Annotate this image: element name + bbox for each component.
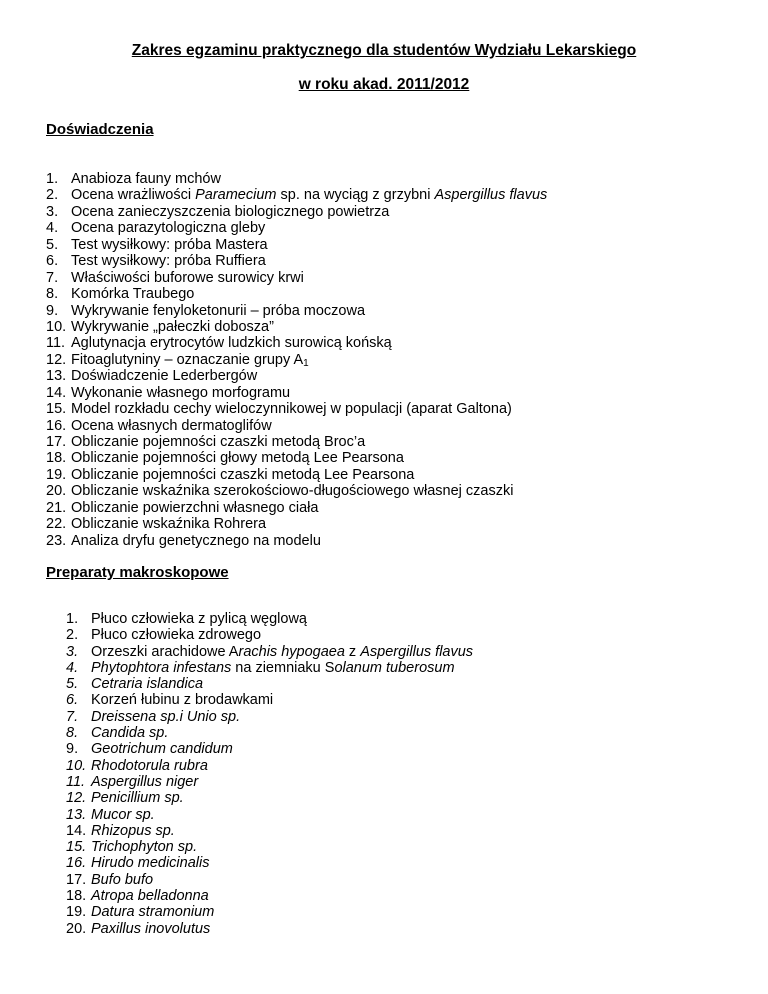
item-italic-name: Rhodotorula rubra [91,757,208,774]
item-number: 2. [66,627,79,644]
experiment-item [46,286,547,302]
item-italic-name: Atropa belladonna [91,888,209,905]
specimen-item [66,872,473,888]
item-number: 11. [46,335,66,352]
item-text: Obliczanie pojemności czaszki metodą Broc’a [71,434,366,450]
item-number: 17. [66,871,87,888]
specimen-item [66,904,473,920]
item-number: 2. [46,187,59,204]
item-text: Płuco człowieka zdrowego [91,627,262,644]
section-heading-experiments: Doświadczenia [46,121,154,138]
experiment-item [46,500,547,516]
experiment-item [46,450,547,466]
item-italic-name: Aspergillus flavus [434,187,548,204]
specimen-item [66,725,473,741]
item-text: Wykrywanie fenyloketonurii – próba moczowa [71,302,366,319]
item-italic-name: Penicillium sp. [91,790,184,807]
item-italic-name: olanum tuberosum [334,659,455,676]
item-italic-name: Dreissena sp.i Unio sp. [91,708,241,725]
specimen-item [66,888,473,904]
item-number: 14. [46,384,67,401]
item-text: Obliczanie pojemności głowy metodą Lee Pearsona [71,450,404,467]
item-italic-name: Mucor sp. [91,806,155,823]
document-title-line-1: Zakres egzaminu praktycznego dla studentów Wydziału Lekarskiego [131,42,637,59]
section-heading-macroscopic-specimens: Preparaty makroskopowe [46,564,229,581]
item-number: 16. [46,417,67,434]
specimen-item [66,790,473,806]
item-text: Komórka Traubego [71,286,195,303]
specimen-item [66,627,473,643]
specimen-item [66,758,473,774]
item-italic-name: Paxillus inovolutus [91,920,211,937]
specimen-item [66,709,473,725]
experiment-item [46,270,547,286]
specimen-item [66,741,473,757]
item-italic-name: Phytophtora infestans [91,659,232,676]
item-number: 9. [46,302,59,319]
item-italic-name: Rhizopus sp. [91,822,175,839]
experiment-item [46,220,547,236]
experiment-item [46,335,547,351]
item-text: Obliczanie wskaźnika szerokościowo-długościowego własnej czaszki [71,483,514,500]
item-number: 5. [66,676,79,693]
item-italic-name: Bufo bufo [91,871,154,888]
document-title-line-2: w roku akad. 2011/2012 [298,76,470,93]
item-number: 1. [66,611,79,627]
item-number: 11. [66,773,86,790]
experiment-item [46,467,547,483]
experiment-item [46,352,547,368]
specimen-item [66,692,473,708]
item-text: Test wysiłkowy: próba Mastera [71,236,268,253]
item-text: Korzeń łubinu z brodawkami [91,692,274,709]
experiment-item [46,187,547,203]
specimen-item [66,839,473,855]
item-number: 7. [66,708,79,725]
item-text: Aglutynacja erytrocytów ludzkich surowicą końską [71,335,392,352]
experiment-item [46,533,547,549]
experiment-item [46,237,547,253]
item-number: 23. [46,532,67,549]
specimen-item [66,644,473,660]
item-number: 3. [46,203,59,220]
specimen-item [66,807,473,823]
item-text-part: sp. na wyciąg z grzybni [276,187,435,204]
item-italic-name: rachis hypogaea [238,643,345,660]
specimen-item [66,774,473,790]
item-italic-name: Aspergillus flavus [360,643,474,660]
item-text: Test wysiłkowy: próba Ruffiera [71,253,266,270]
experiment-item [46,434,547,450]
item-number: 18. [66,888,87,905]
specimen-item [66,660,473,676]
item-text: Obliczanie powierzchni własnego ciała [71,499,319,516]
experiment-item [46,303,547,319]
experiment-item [46,253,547,269]
item-number: 13. [66,806,87,823]
item-number: 10. [46,318,67,335]
item-text: Anabioza fauny mchów [71,171,221,187]
item-number: 6. [66,692,79,709]
item-number: 6. [46,253,59,270]
item-text: Obliczanie wskaźnika Rohrera [71,516,267,533]
item-italic-name: Trichophyton sp. [91,839,198,856]
item-text: Ocena własnych dermatoglifów [71,417,272,434]
item-number: 17. [46,434,67,450]
item-text: Fitoaglutyniny – oznaczanie grupy A [71,351,304,368]
experiment-item [46,483,547,499]
item-italic-name: Candida sp. [91,725,169,742]
item-number: 13. [46,368,67,385]
experiment-item [46,516,547,532]
item-text: Wykonanie własnego morfogramu [71,384,291,401]
item-text: Doświadczenie Lederbergów [71,368,258,385]
item-italic-name: Hirudo medicinalis [91,855,210,872]
item-number: 12. [46,351,67,368]
item-text: Wykrywanie „pałeczki dobosza” [71,318,274,335]
experiment-item [46,401,547,417]
item-number: 8. [46,286,59,303]
item-text-part: z [344,643,361,660]
item-number: 8. [66,725,79,742]
item-number: 19. [66,904,87,921]
specimen-item [66,611,473,627]
item-number: 4. [46,220,59,237]
item-number: 3. [66,643,79,660]
item-text: Ocena zanieczyszczenia biologicznego powietrza [71,203,390,220]
item-italic-name: Paramecium [195,187,277,204]
item-italic-name: Cetraria islandica [91,676,204,693]
item-number: 15. [66,839,87,856]
specimen-item [66,676,473,692]
experiment-item [46,418,547,434]
item-number: 21. [46,499,67,516]
item-text-part: Orzeszki arachidowe A [91,643,239,660]
item-number: 18. [46,450,67,467]
specimen-item [66,855,473,871]
specimens-list [66,611,473,937]
item-text: Model rozkładu cechy wieloczynnikowej w populacji (aparat Galtona) [71,401,512,418]
item-number: 15. [46,401,67,418]
item-text: Ocena parazytologiczna gleby [71,220,266,237]
item-text: Płuco człowieka z pylicą węglową [91,611,307,627]
item-italic-name: Aspergillus niger [91,773,199,790]
experiment-item [46,385,547,401]
item-italic-name: Datura stramonium [91,904,215,921]
item-number: 20. [46,483,67,500]
item-text: Właściwości buforowe surowicy krwi [71,269,304,286]
item-number: 14. [66,822,87,839]
item-number: 1. [46,171,59,187]
item-text: Obliczanie pojemności czaszki metodą Lee Pearsona [71,466,415,483]
experiment-item [46,171,547,187]
item-number: 9. [66,741,79,758]
experiment-item [46,204,547,220]
item-number: 20. [66,920,87,937]
item-number: 12. [66,790,87,807]
specimen-item [66,823,473,839]
item-number: 22. [46,516,67,533]
experiment-item [46,368,547,384]
item-number: 4. [66,659,79,676]
specimen-item [66,921,473,937]
item-number: 19. [46,466,67,483]
item-number: 16. [66,855,87,872]
item-text-part: Ocena wrażliwości [71,187,196,204]
item-number: 7. [46,269,59,286]
item-number: 5. [46,236,59,253]
item-text: Analiza dryfu genetycznego na modelu [71,532,321,549]
item-subscript: 1 [303,357,309,369]
experiment-item [46,319,547,335]
item-italic-name: Geotrichum candidum [91,741,233,758]
item-number: 10. [66,757,87,774]
item-text-part: na ziemniaku S [231,659,335,676]
experiments-list [46,171,547,549]
